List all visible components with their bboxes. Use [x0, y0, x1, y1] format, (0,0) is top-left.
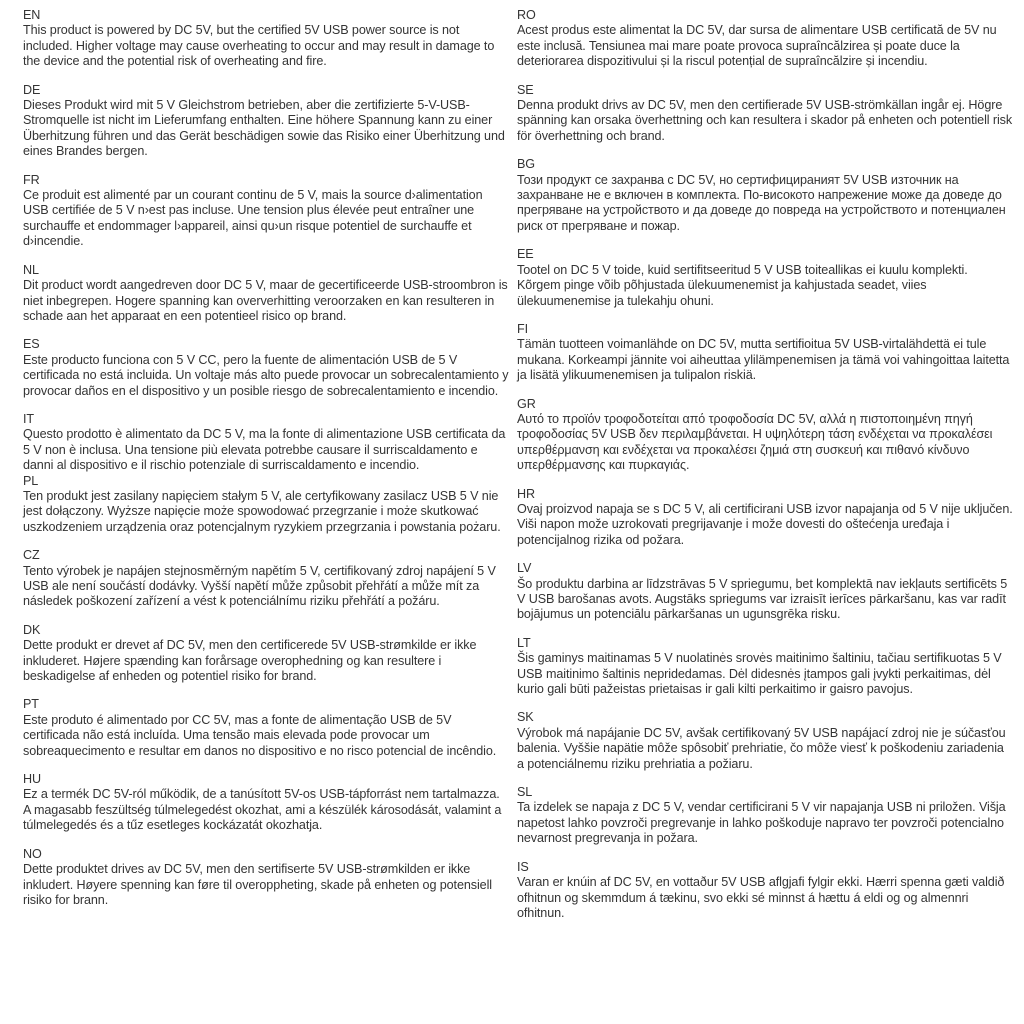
language-code: NL — [23, 262, 39, 277]
language-text: Dit product wordt aangedreven door DC 5 V, maar de gecertificeerde USB-stroombron is niet inbegrepen. Hogere spanning kan oververhitting veroorzaken en kan resulteren in schade aan het apparaat en een potentieel risico op brand. — [23, 278, 508, 323]
language-code: IS — [517, 859, 529, 874]
language-section-hr — [517, 487, 1013, 549]
language-text: Este produto é alimentado por CC 5V, mas a fonte de alimentação USB de 5V certificada não está incluída. Uma tensão mais elevada pode provocar um sobreaquecimento e resultar em danos no dispositivo e no risco potencial de incêndio. — [23, 712, 497, 758]
language-text: Dieses Produkt wird mit 5 V Gleichstrom betrieben, aber die zertifizierte 5-V-USB-Stromquelle ist nicht im Lieferumfang enthalten. Eine höhere Spannung kann zu einer Überhitzung führen und das Gerät beschädigen sowie das Risiko einer Überhitzung und eines Brandes bergen. — [23, 98, 505, 159]
language-section-fr — [23, 173, 509, 250]
language-code: SK — [517, 710, 534, 725]
language-section-sk — [517, 710, 1013, 772]
language-section-pl — [23, 474, 509, 536]
language-code: EN — [23, 8, 41, 22]
language-code: NO — [23, 846, 42, 861]
language-code: BG — [517, 157, 535, 172]
language-text: Questo prodotto è alimentato da DC 5 V, ma la fonte di alimentazione USB certificata da 5 V non è inclusa. Una tensione più elevata potrebbe causare il surriscaldamento e danni al dispositivo e il rischio potenziale di surriscaldamento e incendio. — [23, 427, 506, 473]
language-section-nl — [23, 263, 509, 325]
language-section-de — [23, 83, 509, 160]
language-text: Ovaj proizvod napaja se s DC 5 V, ali certificirani USB izvor napajanja od 5 V nije uključen. Viši napon može uzrokovati pregrijavanje i može dovesti do oštećenja uređaja i potencijalnog rizika od požara. — [517, 501, 1013, 547]
language-text: Šo produktu darbina ar līdzstrāvas 5 V spriegumu, bet komplektā nav iekļauts sertificēts 5 V USB barošanas avots. Augstāks spriegums var izraisīt ierīces pārkaršanu, kas var radīt bojājumus un potenciālu pārkaršanas un ugunsgrēka risku. — [517, 576, 1008, 622]
language-code: DK — [23, 622, 41, 637]
language-code: ES — [23, 337, 40, 352]
language-section-lt — [517, 636, 1013, 698]
language-text: Este producto funciona con 5 V CC, pero la fuente de alimentación USB de 5 V certificada no está incluida. Un voltaje más alto puede provocar un sobrecalentamiento y provocar daños en el dispositivo y un posible riesgo de sobrecalentamiento e incendio. — [23, 352, 509, 398]
language-code: SE — [517, 82, 534, 97]
language-code: FR — [23, 172, 40, 187]
language-section-lv — [517, 561, 1013, 623]
language-code: DE — [23, 82, 41, 97]
language-text: Ez a termék DC 5V-ról működik, de a tanúsított 5V-os USB-tápforrást nem tartalmazza. A magasabb feszültség túlmelegedést okozhat, ami a készülék károsodását, valamint a túlmelegedés és a tűz esetleges kockázatát okozhatja. — [23, 787, 502, 833]
language-section-pt — [23, 697, 509, 759]
language-text: Varan er knúin af DC 5V, en vottaður 5V USB aflgjafi fylgir ekki. Hærri spenna gæti valdið ofhitnun og skemmdum á tækinu, svo ekki sé minnst á hættu á eldi og og almennri ofhitnun. — [517, 875, 1005, 920]
language-text: Výrobok má napájanie DC 5V, avšak certifikovaný 5V USB napájací zdroj nie je súčasťou balenia. Vyššie napätie môže spôsobiť prehriatie, čo môže viesť k poškodeniu zariadenia a potenciálnemu riziku prehriatia a požiaru. — [517, 725, 1006, 771]
language-text: Acest produs este alimentat la DC 5V, dar sursa de alimentare USB certificată de 5V nu este inclusă. Tensiunea mai mare poate provoca supraîncălzirea și poate duce la deteriorarea dispozitivului și la riscul potențial de supraîncălzire și incendiu. — [517, 23, 997, 69]
language-section-dk — [23, 623, 509, 685]
language-code: RO — [517, 8, 536, 22]
language-code: HR — [517, 486, 535, 501]
column-right — [517, 8, 1013, 934]
language-text: Ta izdelek se napaja z DC 5 V, vendar certificirani 5 V vir napajanja USB ni priložen. Višja napetost lahko povzroči pregrevanje in lahko poškoduje napravo ter povzroči potencialno nevarnost pregrevanja in požara. — [517, 800, 1006, 846]
language-code: CZ — [23, 548, 40, 563]
column-left — [23, 8, 509, 921]
language-code: EE — [517, 247, 534, 262]
language-text: Šis gaminys maitinamas 5 V nuolatinės srovės maitinimo šaltiniu, tačiau sertifikuotas 5 V USB maitinimo šaltinis nepridedamas. Dėl didesnės įtampos gali įvykti perkaitimas, dėl kurio gali būti pažeistas prietaisas ir gali kilti perkaitimo ir gaisro pavojus. — [517, 651, 1002, 697]
language-text: Tento výrobek je napájen stejnosměrným napětím 5 V, certifikovaný zdroj napájení 5 V USB ale není součástí dodávky. Vyšší napětí může způsobit přehřátí a může mít za následek poškození zařízení a vést k potenciálnímu riziku přehřátí a požáru. — [23, 563, 496, 609]
language-section-is — [517, 860, 1013, 922]
language-code: FI — [517, 321, 528, 336]
language-text: Dette produkt er drevet af DC 5V, men den certificerede 5V USB-strømkilde er ikke inkluderet. Højere spænding kan forårsage overophedning og kan resultere i beskadigelse af enheden og potentiel risiko for brand. — [23, 638, 477, 684]
language-text: Ce produit est alimenté par un courant continu de 5 V, mais la source d›alimentation USB certifiée de 5 V n›est pas incluse. Une tension plus élevée peut entraîner une surchauffe et endommager l›appareil, ainsi qu›un risque potentiel de surchauffe et d›incendie. — [23, 188, 483, 249]
language-section-en — [23, 8, 509, 70]
language-code: LV — [517, 561, 532, 576]
language-text: Denna produkt drivs av DC 5V, men den certifierade 5V USB-strömkällan ingår ej. Högre spänning kan orsaka överhettning och kan resultera i skador på enheten och potentiell risk för överhettning och brand. — [517, 98, 1013, 143]
language-text: Αυτό το προϊόν τροφοδοτείται από τροφοδοσία DC 5V, αλλά η πιστοποιημένη πηγή τροφοδοσίας 5V USB δεν περιλαμβάνεται. Η υψηλότερη τάση ενδέχεται να προκαλέσει υπερθέρμανση και ενδέχεται να προκαλέσει ζημιά στη συσκευή και πιθανό κίνδυνο υπερθέρμανσης και πυρκαγιάς. — [517, 411, 993, 473]
language-section-bg — [517, 157, 1013, 234]
language-section-es — [23, 337, 509, 399]
language-code: PL — [23, 473, 39, 488]
language-code: IT — [23, 411, 34, 426]
language-section-se — [517, 83, 1013, 145]
language-section-no — [23, 847, 509, 909]
language-text: Този продукт се захранва с DC 5V, но сертифицираният 5V USB източник на захранване не е включен в комплекта. По-високото напрежение може да доведе до прегряване на устройството и да доведе до повреда на устройството и потенциален риск от прегряване и пожар. — [517, 172, 1006, 233]
language-section-sl — [517, 785, 1013, 847]
language-code: PT — [23, 697, 39, 712]
language-text: Dette produktet drives av DC 5V, men den sertifiserte 5V USB-strømkilden er ikke inkludert. Høyere spenning kan føre til overoppheting, skade på enheten og potensiell risiko for brann. — [23, 862, 492, 907]
language-code: SL — [517, 785, 533, 800]
language-text: Ten produkt jest zasilany napięciem stałym 5 V, ale certyfikowany zasilacz USB 5 V nie jest dołączony. Wyższe napięcie może spowodować przegrzanie i może skutkować uszkodzeniem urządzenia oraz potencjalnym ryzykiem przegrzania i powstania pożaru. — [23, 488, 501, 534]
language-section-ee — [517, 247, 1013, 309]
language-code: LT — [517, 635, 531, 650]
language-section-hu — [23, 772, 509, 834]
language-section-fi — [517, 322, 1013, 384]
language-code: GR — [517, 396, 536, 411]
language-text: Tämän tuotteen voimanlähde on DC 5V, mutta sertifioitua 5V USB-virtalähdettä ei tule mukana. Korkeampi jännite voi aiheuttaa ylilämpenemisen ja tämä voi vahingoittaa laitetta ja lisätä ylikuumenemisen ja tulipalon riskiä. — [517, 337, 1010, 383]
language-code: HU — [23, 772, 41, 787]
language-section-gr — [517, 397, 1013, 474]
language-text: This product is powered by DC 5V, but the certified 5V USB power source is not included. Higher voltage may cause overheating to occur and may result in damage to the device and the potential risk of overheating and fire. — [23, 23, 495, 69]
language-section-it — [23, 412, 509, 474]
language-text: Tootel on DC 5 V toide, kuid sertifitseeritud 5 V USB toiteallikas ei kuulu komplekti. Kõrgem pinge võib põhjustada ülekuumenemist ja kahjustada seadet, viies ülekuumenemise ja tulekahju ohuni. — [517, 262, 968, 308]
language-section-cz — [23, 548, 509, 610]
language-section-ro — [517, 8, 1013, 70]
